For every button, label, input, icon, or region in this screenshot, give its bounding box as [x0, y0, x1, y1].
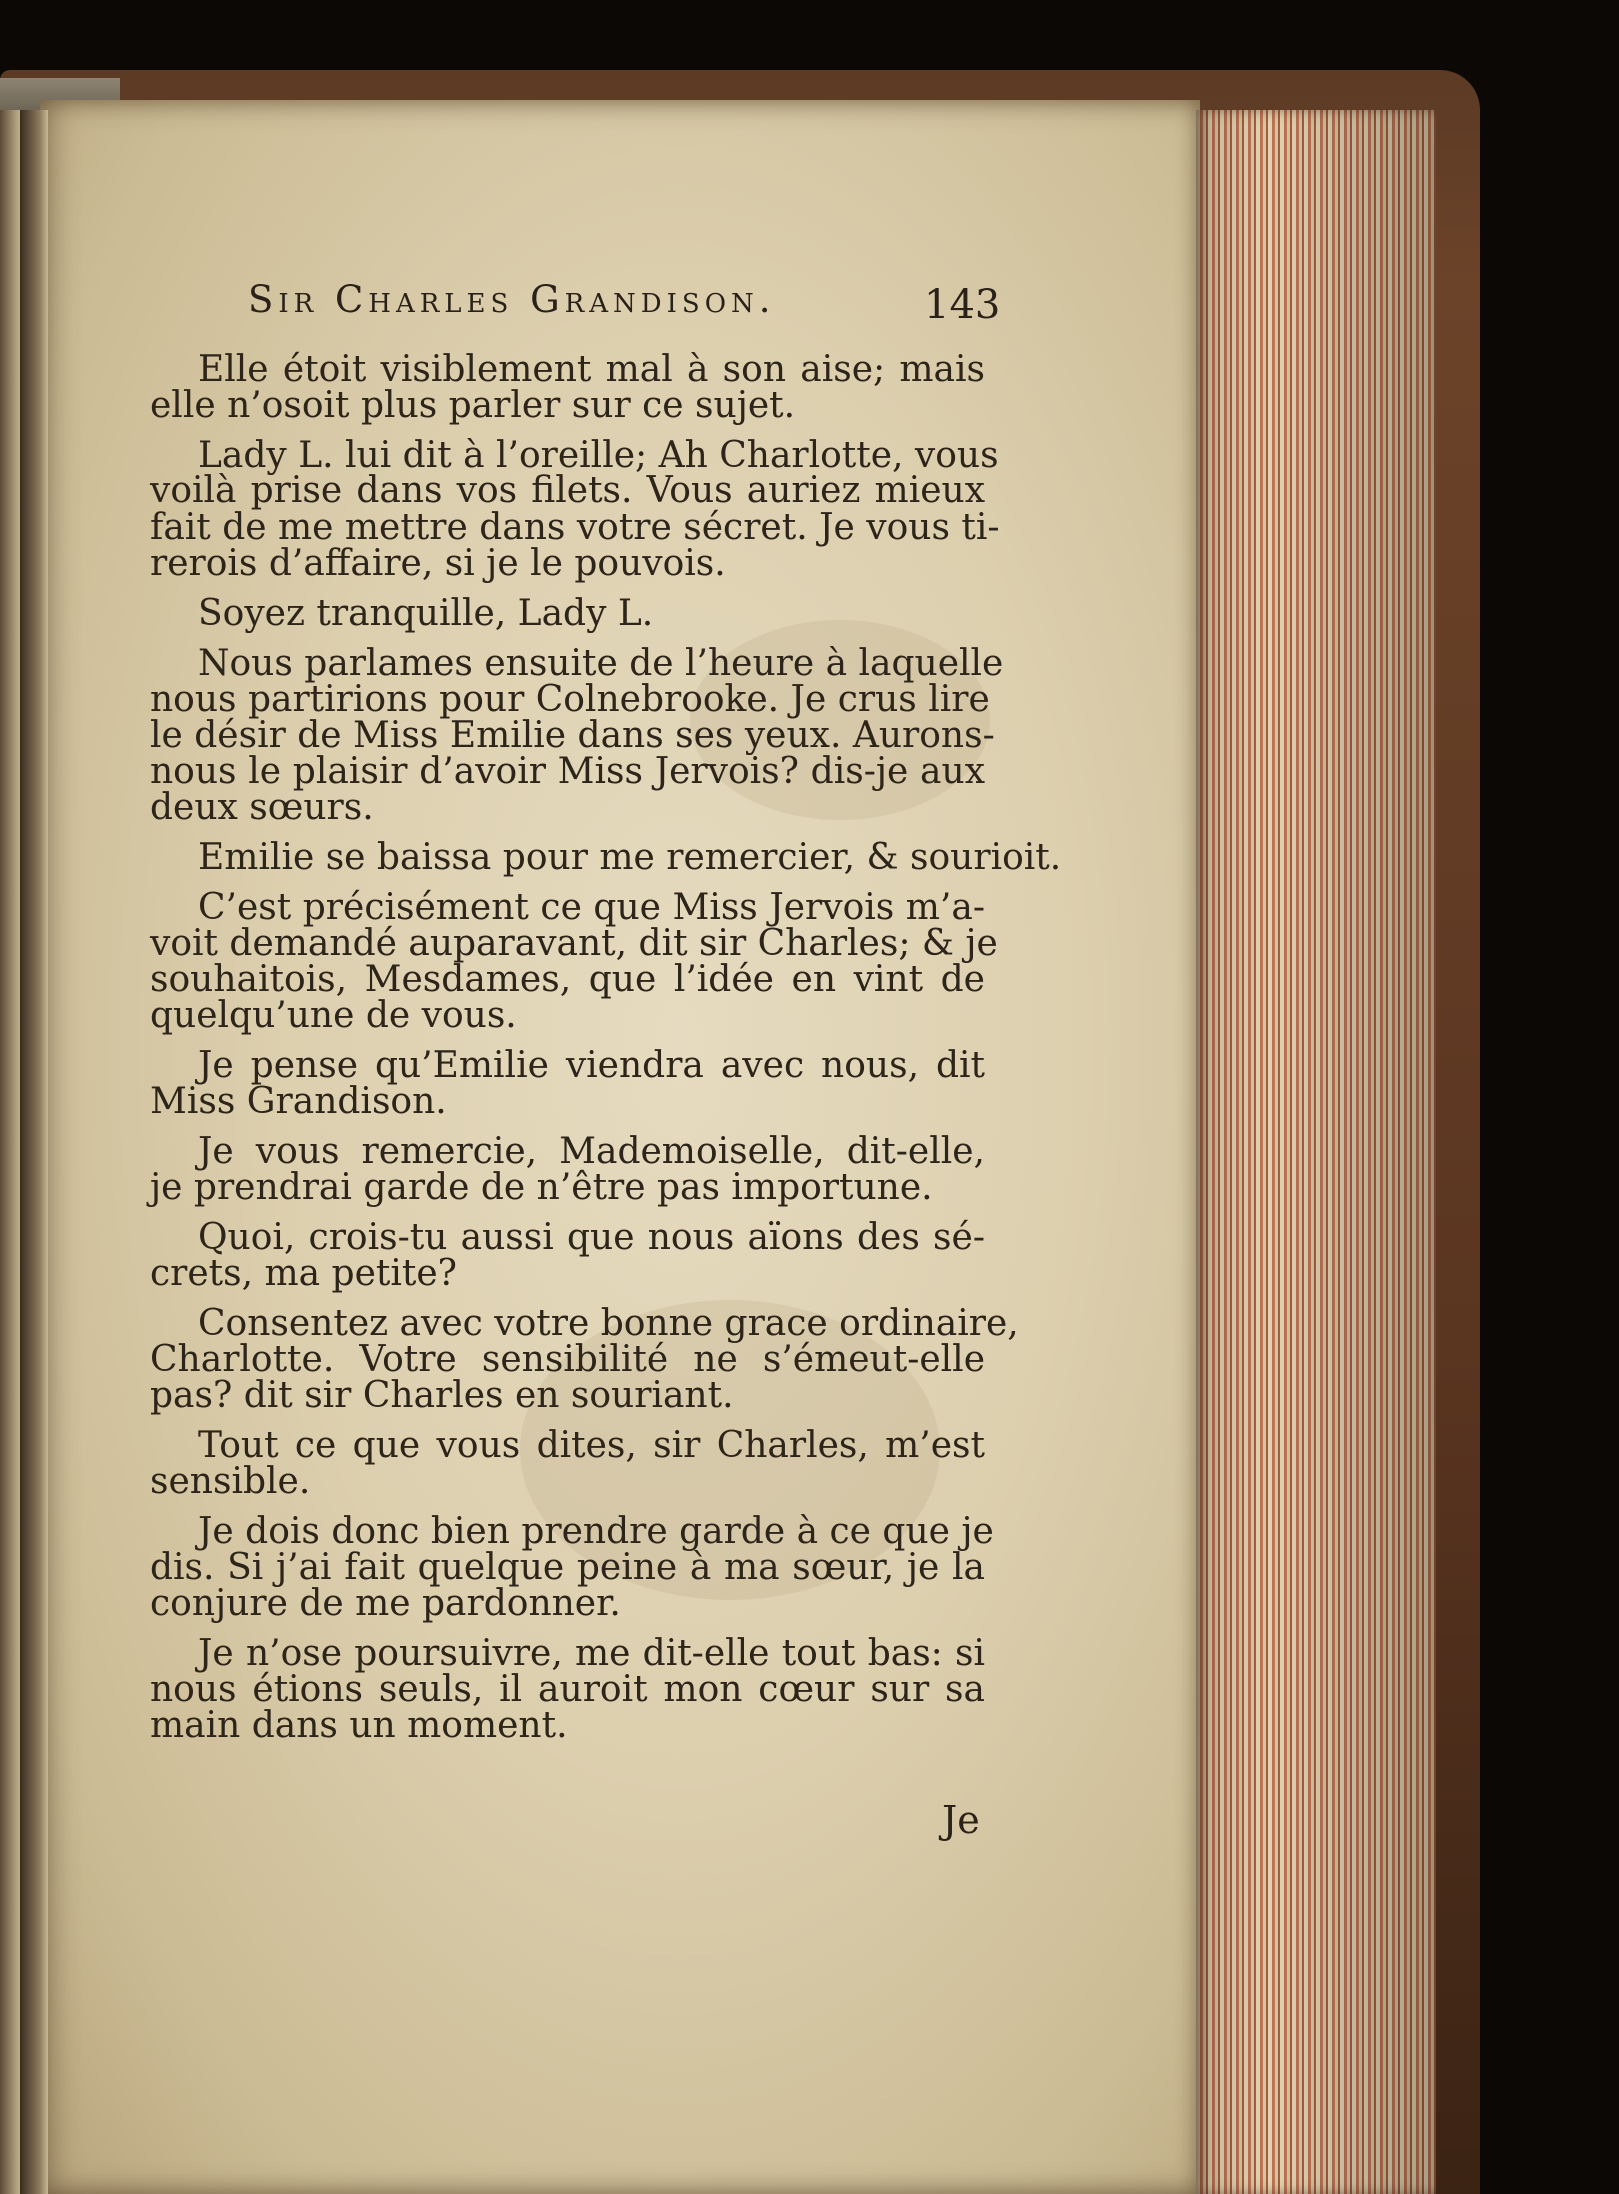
- text-line: deux sœurs.: [150, 787, 374, 828]
- text-line: je prendrai garde de n’être pas importune.: [150, 1167, 933, 1208]
- book-gutter: [20, 110, 48, 2194]
- text-line: Lady L. lui dit à l’oreille; Ah Charlotte, vous: [198, 435, 999, 476]
- text-line: main dans un moment.: [150, 1705, 568, 1746]
- text-line: souhaitois, Mesdames, que l’idée en vint de: [150, 959, 985, 1000]
- text-line: C’est précisément ce que Miss Jervois m’a-: [198, 887, 985, 928]
- page-number: 143: [924, 282, 1001, 328]
- text-line: crets, ma petite?: [150, 1253, 457, 1294]
- text-line: Je n’ose poursuivre, me dit-elle tout bas: si: [198, 1633, 985, 1674]
- text-line: Nous parlames ensuite de l’heure à laquelle: [198, 643, 1004, 684]
- text-line: Emilie se baissa pour me remercier, & sourioit.: [198, 837, 1062, 878]
- text-line: Je vous remercie, Mademoiselle, dit-elle,: [198, 1131, 985, 1172]
- text-line: Quoi, crois-tu aussi que nous aïons des sé-: [198, 1217, 985, 1258]
- catchword: Je: [942, 1798, 980, 1842]
- text-line: dis. Si j’ai fait quelque peine à ma sœur, je la: [150, 1547, 985, 1588]
- text-line: Miss Grandison.: [150, 1081, 447, 1122]
- text-line: voilà prise dans vos filets. Vous auriez mieux: [150, 470, 985, 511]
- running-head: Sir Charles Grandison.: [248, 278, 776, 321]
- text-line: nous le plaisir d’avoir Miss Jervois? dis-je aux: [150, 751, 985, 792]
- text-line: nous partirions pour Colnebrooke. Je crus lire: [150, 679, 990, 720]
- page-edges-shade: [1196, 110, 1436, 2194]
- text-line: Soyez tranquille, Lady L.: [198, 593, 654, 634]
- text-line: sensible.: [150, 1461, 311, 1502]
- text-line: rerois d’affaire, si je le pouvois.: [150, 543, 726, 584]
- text-line: Charlotte. Votre sensibilité ne s’émeut-elle: [150, 1339, 985, 1380]
- text-line: Je pense qu’Emilie viendra avec nous, dit: [198, 1045, 985, 1086]
- text-line: Je dois donc bien prendre garde à ce que je: [198, 1511, 994, 1552]
- text-line: elle n’osoit plus parler sur ce sujet.: [150, 385, 796, 426]
- text-line: le désir de Miss Emilie dans ses yeux. Aurons-: [150, 715, 995, 756]
- text-line: conjure de me pardonner.: [150, 1583, 621, 1624]
- text-line: Tout ce que vous dites, sir Charles, m’est: [198, 1425, 985, 1466]
- text-line: nous étions seuls, il auroit mon cœur sur sa: [150, 1669, 985, 1710]
- text-line: quelqu’une de vous.: [150, 995, 517, 1036]
- text-line: fait de me mettre dans votre sécret. Je vous ti-: [150, 507, 1000, 548]
- text-line: Consentez avec votre bonne grace ordinaire,: [198, 1303, 1019, 1344]
- text-line: Elle étoit visiblement mal à son aise; mais: [198, 349, 985, 390]
- text-line: voit demandé auparavant, dit sir Charles; & je: [150, 923, 998, 964]
- text-line: pas? dit sir Charles en souriant.: [150, 1375, 734, 1416]
